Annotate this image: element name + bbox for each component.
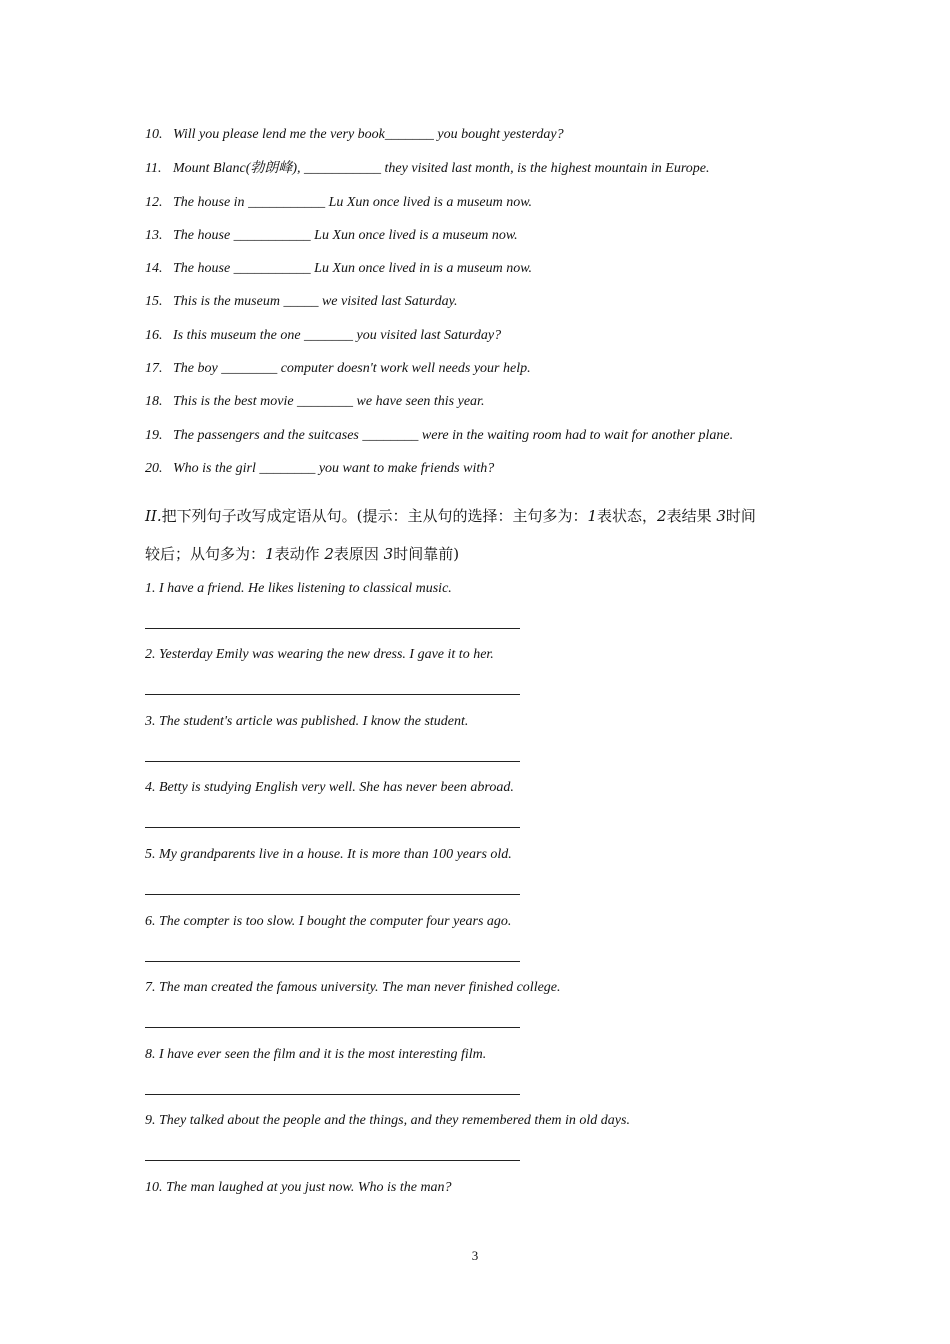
exercise-1: 1. I have a friend. He likes listening to classical music. <box>145 581 452 596</box>
exercise-10: 10. The man laughed at you just now. Who is the man? <box>145 1180 452 1195</box>
exercise-5: 5. My grandparents live in a house. It is more than 100 years old. <box>145 847 512 862</box>
exercise-6: 6. The compter is too slow. I bought the computer four years ago. <box>145 914 512 929</box>
item-20: 20. Who is the girl ________ you want to make friends with? <box>145 461 495 476</box>
answer-line-5[interactable] <box>145 894 520 895</box>
item-13: 13. The house ___________ Lu Xun once lived is a museum now. <box>145 228 518 243</box>
item-11: 11. Mount Blanc(勃朗峰), ___________ they visited last month, is the highest mountain in Europe. <box>145 161 710 176</box>
answer-line-7[interactable] <box>145 1027 520 1028</box>
page-number: 3 <box>471 1248 479 1263</box>
item-17: 17. The boy ________ computer doesn't work well needs your help. <box>145 361 531 376</box>
answer-line-2[interactable] <box>145 694 520 695</box>
answer-line-9[interactable] <box>145 1160 520 1161</box>
item-10: 10. Will you please lend me the very book_______ you bought yesterday? <box>145 127 564 142</box>
item-16: 16. Is this museum the one _______ you visited last Saturday? <box>145 328 502 343</box>
answer-line-4[interactable] <box>145 827 520 828</box>
exercise-4: 4. Betty is studying English very well. She has never been abroad. <box>145 780 514 795</box>
item-15: 15. This is the museum _____ we visited last Saturday. <box>145 294 458 309</box>
item-18: 18. This is the best movie ________ we have seen this year. <box>145 394 485 409</box>
item-14: 14. The house ___________ Lu Xun once lived in is a museum now. <box>145 261 533 276</box>
section-2-instructions-line1: II.把下列句子改写成定语从句。(提示：主从句的选择：主句多为：1表状态，2表结果 3时间 <box>145 507 756 525</box>
exercise-8: 8. I have ever seen the film and it is the most interesting film. <box>145 1047 487 1062</box>
exercise-2: 2. Yesterday Emily was wearing the new dress. I gave it to her. <box>145 647 494 662</box>
item-19: 19. The passengers and the suitcases ________ were in the waiting room had to wait for another plane. <box>145 428 734 443</box>
answer-line-6[interactable] <box>145 961 520 962</box>
answer-line-1[interactable] <box>145 628 520 629</box>
exercise-7: 7. The man created the famous university. The man never finished college. <box>145 980 561 995</box>
answer-line-8[interactable] <box>145 1094 520 1095</box>
section-2-instructions-line2: 较后；从句多为：1表动作 2表原因 3时间靠前) <box>145 545 460 563</box>
answer-line-3[interactable] <box>145 761 520 762</box>
exercise-9: 9. They talked about the people and the things, and they remembered them in old days. <box>145 1113 630 1128</box>
item-12: 12. The house in ___________ Lu Xun once lived is a museum now. <box>145 195 533 210</box>
exercise-3: 3. The student's article was published. I know the student. <box>145 714 469 729</box>
